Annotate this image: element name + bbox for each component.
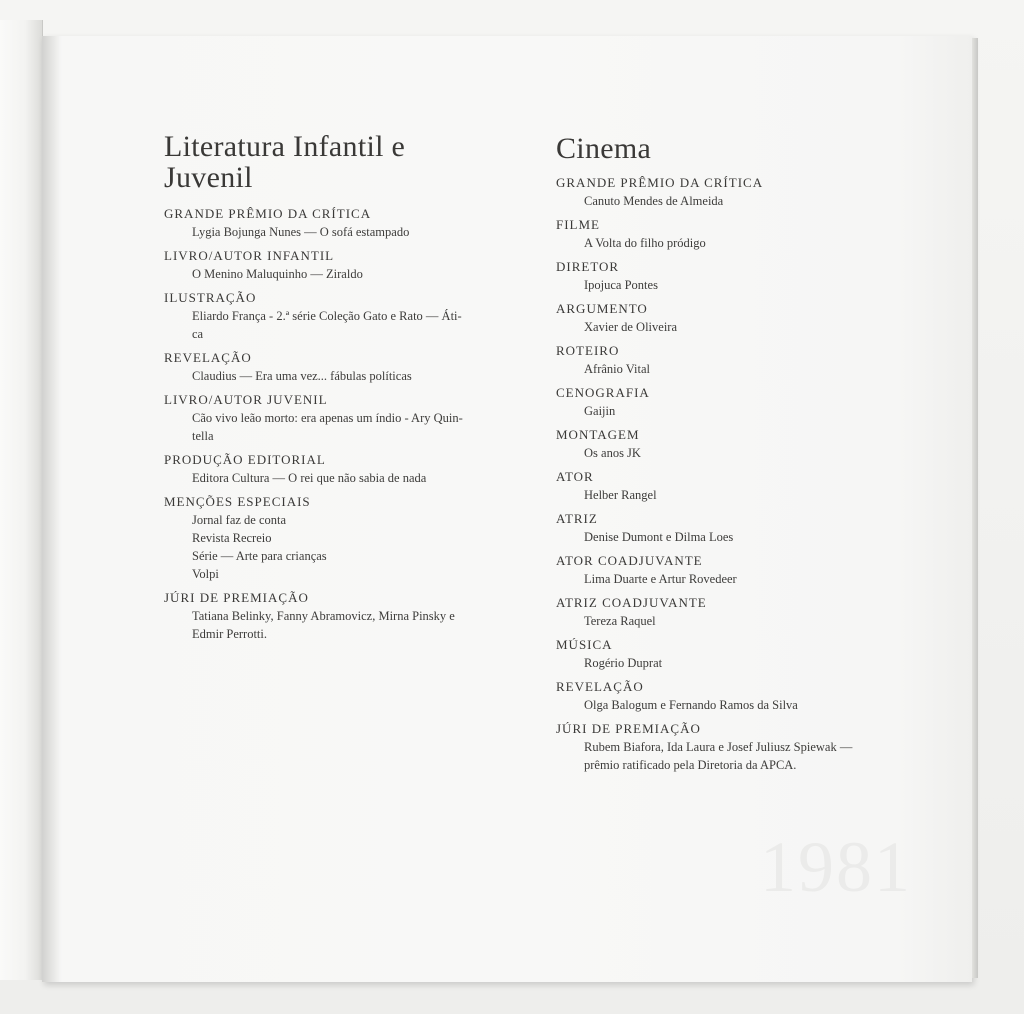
award-entry bbox=[556, 342, 936, 378]
award-category: GRANDE PRÊMIO DA CRÍTICA bbox=[164, 206, 372, 221]
literatura-awards-list bbox=[164, 205, 534, 643]
award-recipient: Lima Duarte e Artur Rovedeer bbox=[584, 572, 737, 586]
award-category: ATOR bbox=[556, 469, 594, 484]
award-entry bbox=[164, 451, 534, 487]
award-category: ILUSTRAÇÃO bbox=[164, 290, 257, 305]
award-recipient: Cão vivo leão morto: era apenas um índio - Ary Quin- bbox=[192, 411, 463, 425]
year-watermark: 1981 bbox=[760, 827, 912, 907]
award-recipient: ca bbox=[192, 327, 204, 341]
award-recipient: Eliardo França - 2.ª série Coleção Gato e Rato — Áti- bbox=[192, 309, 462, 323]
award-entry bbox=[556, 300, 936, 336]
award-recipient: Denise Dumont e Dilma Loes bbox=[584, 530, 734, 544]
award-entry bbox=[164, 349, 534, 385]
award-recipient: Editora Cultura — O rei que não sabia de nada bbox=[192, 471, 427, 485]
award-recipient: Claudius — Era uma vez... fábulas políticas bbox=[192, 369, 412, 383]
literatura-column bbox=[164, 36, 534, 649]
award-category: JÚRI DE PREMIAÇÃO bbox=[164, 590, 309, 605]
award-category: MENÇÕES ESPECIAIS bbox=[164, 494, 311, 509]
award-recipient: Os anos JK bbox=[584, 446, 641, 460]
award-recipient: Revista Recreio bbox=[192, 531, 272, 545]
award-recipient: Helber Rangel bbox=[584, 488, 657, 502]
cinema-awards-list bbox=[556, 174, 936, 774]
award-entry bbox=[556, 216, 936, 252]
award-entry bbox=[164, 247, 534, 283]
award-category: PRODUÇÃO EDITORIAL bbox=[164, 452, 326, 467]
award-recipient: Tatiana Belinky, Fanny Abramovicz, Mirna Pinsky e bbox=[192, 609, 455, 623]
spine-shadow bbox=[42, 36, 62, 982]
award-category: REVELAÇÃO bbox=[164, 350, 252, 365]
award-entry bbox=[556, 636, 936, 672]
award-recipient: Rubem Biafora, Ida Laura e Josef Juliusz Spiewak — bbox=[584, 740, 853, 754]
award-category: CENOGRAFIA bbox=[556, 385, 650, 400]
award-entry bbox=[556, 384, 936, 420]
award-recipient: prêmio ratificado pela Diretoria da APCA. bbox=[584, 758, 797, 772]
award-category: ATRIZ COADJUVANTE bbox=[556, 595, 707, 610]
award-recipient: Olga Balogum e Fernando Ramos da Silva bbox=[584, 698, 798, 712]
award-category: MÚSICA bbox=[556, 637, 613, 652]
award-recipient: Edmir Perrotti. bbox=[192, 627, 267, 641]
award-recipient: Ipojuca Pontes bbox=[584, 278, 658, 292]
award-category: FILME bbox=[556, 217, 600, 232]
award-entry bbox=[556, 720, 936, 774]
award-recipient: Canuto Mendes de Almeida bbox=[584, 194, 724, 208]
award-entry bbox=[164, 589, 534, 643]
book-page bbox=[42, 36, 972, 982]
award-entry bbox=[556, 678, 936, 714]
award-entry bbox=[164, 289, 534, 343]
section-title-cinema: Cinema bbox=[556, 132, 652, 165]
award-entry bbox=[164, 391, 534, 445]
award-category: DIRETOR bbox=[556, 259, 620, 274]
award-category: ROTEIRO bbox=[556, 343, 620, 358]
award-entry bbox=[556, 594, 936, 630]
facing-page-edge bbox=[0, 20, 43, 980]
award-entry bbox=[556, 552, 936, 588]
section-title-literatura: Literatura Infantil e Juvenil bbox=[164, 130, 406, 194]
award-category: MONTAGEM bbox=[556, 427, 640, 442]
award-category: JÚRI DE PREMIAÇÃO bbox=[556, 721, 701, 736]
award-category: ARGUMENTO bbox=[556, 301, 648, 316]
award-recipient: Tereza Raquel bbox=[584, 614, 656, 628]
award-category: GRANDE PRÊMIO DA CRÍTICA bbox=[556, 175, 764, 190]
award-entry bbox=[556, 510, 936, 546]
award-entry bbox=[556, 468, 936, 504]
award-recipient: Xavier de Oliveira bbox=[584, 320, 678, 334]
award-category: ATOR COADJUVANTE bbox=[556, 553, 703, 568]
award-category: LIVRO/AUTOR INFANTIL bbox=[164, 248, 335, 263]
award-category: ATRIZ bbox=[556, 511, 598, 526]
award-recipient: Rogério Duprat bbox=[584, 656, 663, 670]
award-recipient: Lygia Bojunga Nunes — O sofá estampado bbox=[192, 225, 410, 239]
award-recipient: O Menino Maluquinho — Ziraldo bbox=[192, 267, 363, 281]
award-recipient: Volpi bbox=[192, 567, 219, 581]
award-recipient: Série — Arte para crianças bbox=[192, 549, 327, 563]
award-recipient: Jornal faz de conta bbox=[192, 513, 287, 527]
award-recipient: tella bbox=[192, 429, 214, 443]
award-category: LIVRO/AUTOR JUVENIL bbox=[164, 392, 328, 407]
cinema-column bbox=[556, 36, 936, 780]
award-entry bbox=[164, 205, 534, 241]
award-entry bbox=[556, 426, 936, 462]
award-category: REVELAÇÃO bbox=[556, 679, 644, 694]
award-recipient: Gaijin bbox=[584, 404, 616, 418]
award-recipient: A Volta do filho pródigo bbox=[584, 236, 706, 250]
award-entry bbox=[556, 258, 936, 294]
page-edge bbox=[972, 38, 978, 978]
award-entry bbox=[556, 174, 936, 210]
award-recipient: Afrânio Vital bbox=[584, 362, 651, 376]
award-entry bbox=[164, 493, 534, 583]
